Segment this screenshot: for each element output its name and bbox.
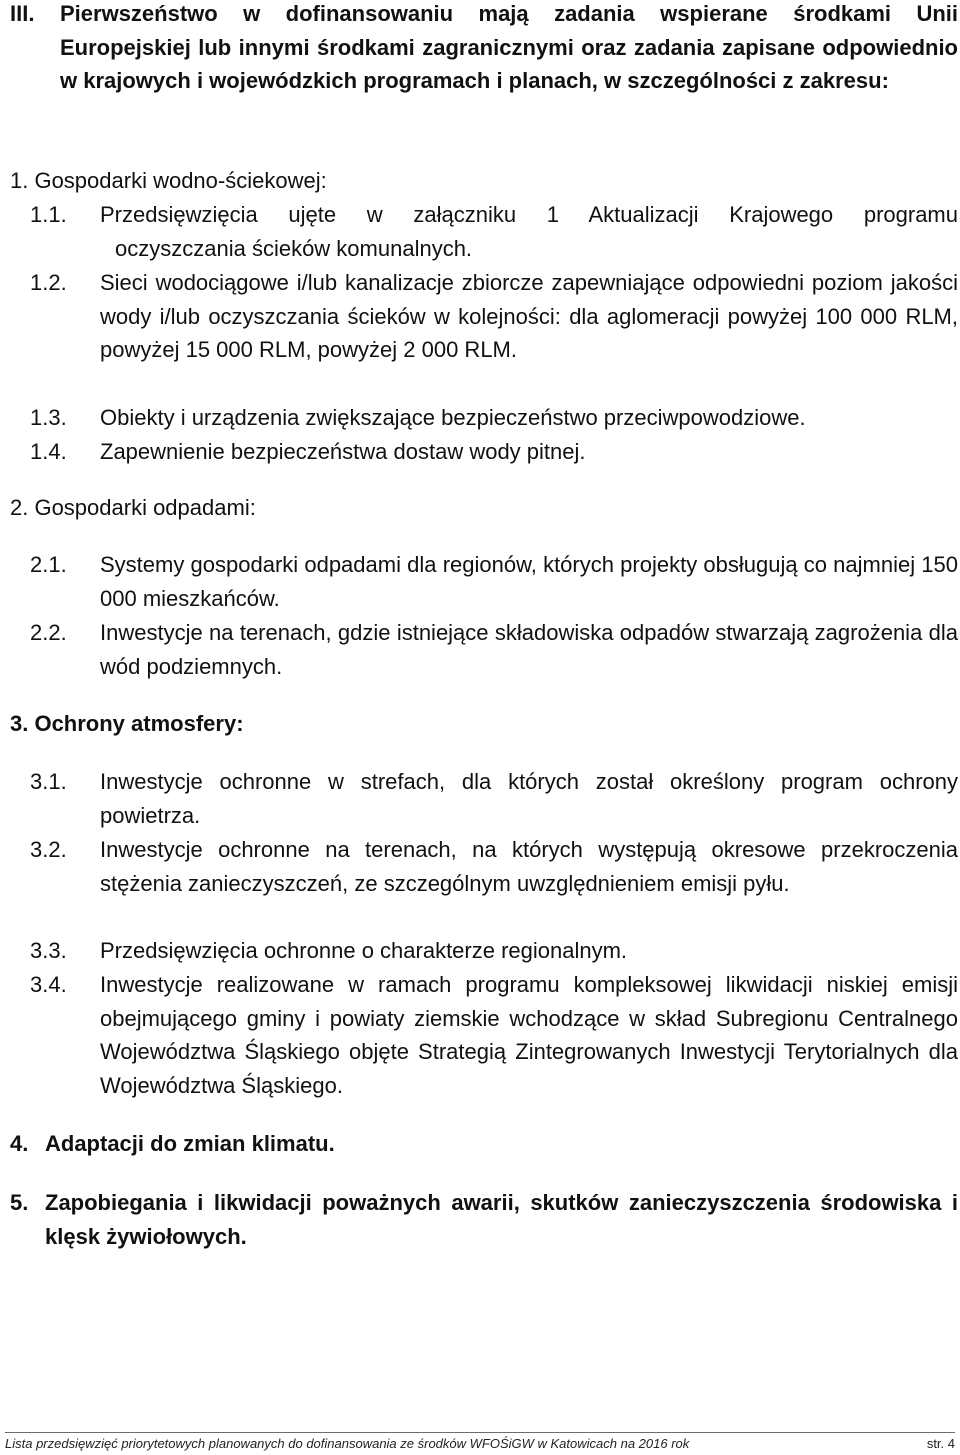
item-text: Systemy gospodarki odpadami dla regionów, których projekty obsługują co najmniej 150 000 mieszkańców. <box>100 552 958 611</box>
item-text: Obiekty i urządzenia zwiększające bezpieczeństwo przeciwpowodziowe. <box>100 405 806 430</box>
list-item-1-3 <box>30 401 958 435</box>
list-item-1-4 <box>30 435 958 469</box>
list-item-3-2 <box>30 833 958 900</box>
item-number: 1.3. <box>30 405 67 430</box>
list-item-3-4 <box>30 968 958 1102</box>
item-text-line2: oczyszczania ścieków komunalnych. <box>115 235 473 261</box>
footer-divider <box>5 1432 955 1433</box>
heading-text: Adaptacji do zmian klimatu. <box>45 1131 335 1156</box>
item-number: 1.2. <box>30 270 67 295</box>
item-number: 3.1. <box>30 769 67 794</box>
heading-water-sewage: 1. Gospodarki wodno-ściekowej: <box>10 168 327 193</box>
intro-text: Pierwszeństwo w dofinansowaniu mają zadania wspierane środkami Unii Europejskiej lub innymi środkami zagranicznymi oraz zadania zapisane odpowiednio w krajowych i wojewódzkich programach i planach, w szczególności z zakresu: <box>60 1 958 93</box>
item-number: 1.4. <box>30 439 67 464</box>
page-number: str. 4 <box>926 1436 955 1451</box>
page-footer <box>5 1436 955 1452</box>
heading-atmosphere: 3. Ochrony atmosfery: <box>10 711 244 736</box>
list-item-1-2 <box>30 266 958 367</box>
item-number: 2.1. <box>30 552 67 577</box>
item-text: Inwestycje na terenach, gdzie istniejące składowiska odpadów stwarzają zagrożenia dla wód podziemnych. <box>100 620 958 679</box>
list-item-3-3 <box>30 934 958 968</box>
list-item-2-1 <box>30 548 958 615</box>
item-number: 3.4. <box>30 972 67 997</box>
heading-disaster-prevention <box>10 1186 958 1253</box>
item-number: 3.3. <box>30 938 67 963</box>
list-item-2-2 <box>30 616 958 683</box>
list-item-1-1 <box>30 198 958 265</box>
heading-text: Zapobiegania i likwidacji poważnych awarii, skutków zanieczyszczenia środowiska i klęsk żywiołowych. <box>45 1190 958 1249</box>
item-text: Inwestycje realizowane w ramach programu kompleksowej likwidacji niskiej emisji obejmującego gminy i powiaty ziemskie wchodzące w skład Subregionu Centralnego Województwa Śląskiego objęte Strategią Zintegrowanych Inwestycji Terytorialnych dla Województwa Śląskiego. <box>100 972 958 1098</box>
heading-waste: 2. Gospodarki odpadami: <box>10 495 256 520</box>
item-text: Przedsięwzięcia ochronne o charakterze regionalnym. <box>100 938 628 963</box>
item-text: Sieci wodociągowe i/lub kanalizacje zbiorcze zapewniające odpowiedni poziom jakości wody i/lub oczyszczania ścieków w kolejności: dla aglomeracji powyżej 100 000 RLM, powyżej 15 000 RLM, powyżej 2 000 RLM. <box>100 270 958 362</box>
list-item-3-1 <box>30 765 958 832</box>
heading-number: 5. <box>10 1190 29 1215</box>
item-text: Zapewnienie bezpieczeństwa dostaw wody pitnej. <box>100 439 586 464</box>
item-number: 1.1. <box>30 202 67 227</box>
footer-document-title: Lista przedsięwzięć priorytetowych planowanych do dofinansowania ze środków WFOŚiGW w Katowicach na 2016 rok <box>5 1436 690 1451</box>
item-text: Inwestycje ochronne w strefach, dla których został określony program ochrony powietrza. <box>100 769 958 828</box>
heading-number: 4. <box>10 1131 29 1156</box>
item-text-line1: Przedsięwzięcia ujęte w załączniku 1 Aktualizacji Krajowego programu <box>100 202 958 227</box>
item-text: Inwestycje ochronne na terenach, na których występują okresowe przekroczenia stężenia zanieczyszczeń, ze szczególnym uwzględnieniem emisji pyłu. <box>100 837 958 896</box>
intro-paragraph <box>10 0 958 98</box>
heading-climate-adaptation <box>10 1127 958 1161</box>
item-number: 2.2. <box>30 620 67 645</box>
item-number: 3.2. <box>30 837 67 862</box>
section-roman-numeral: III. <box>10 1 35 26</box>
